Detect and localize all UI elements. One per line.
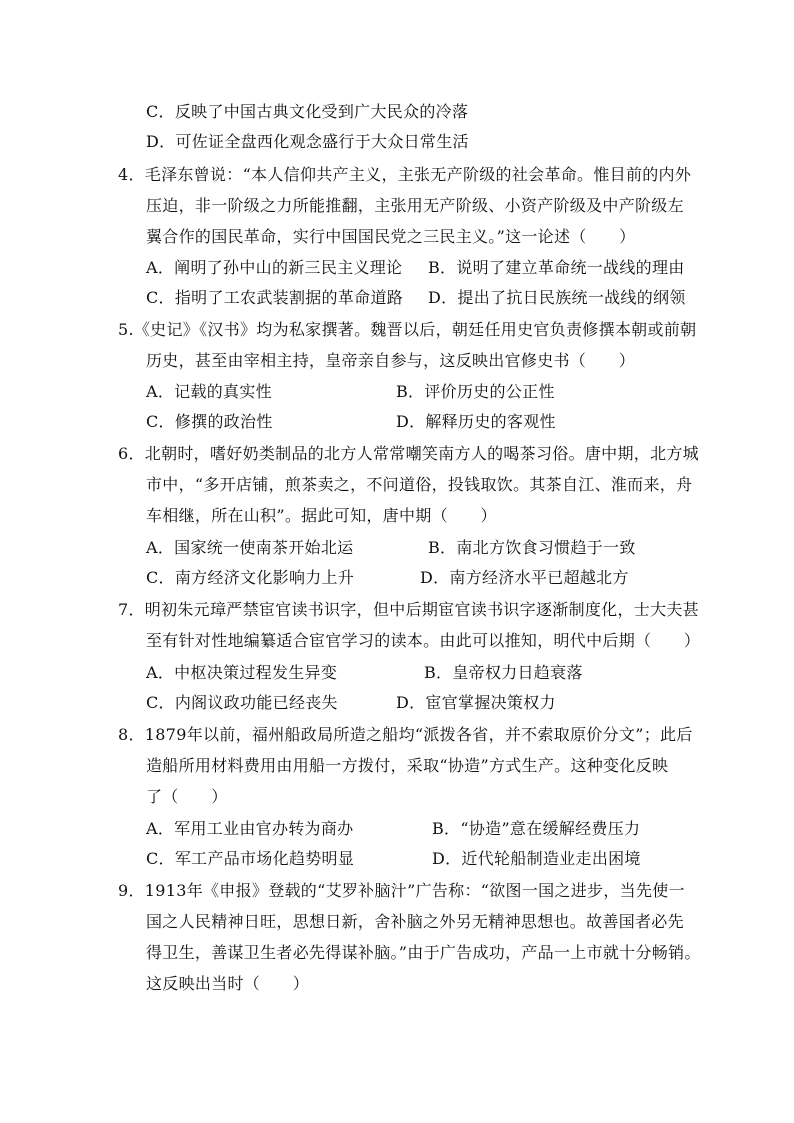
q5-stem-line-2: 历史，甚至由宰相主持，皇帝亲自参与，这反映出官修史书（ ） bbox=[146, 351, 636, 370]
q4-option-a: A．阐明了孙中山的新三民主义理论 bbox=[146, 258, 403, 277]
q7-option-b: B．皇帝权力日趋衰落 bbox=[424, 663, 583, 682]
q8-option-d: D．近代轮船制造业走出困境 bbox=[432, 849, 641, 868]
q6-stem-line-2: 市中，“多开店铺，煎茶卖之，不问道俗，投钱取饮。其茶自江、淮而来，舟 bbox=[146, 475, 693, 494]
q6-stem-line-3: 车相继，所在山积”。据此可知，唐中期（ ） bbox=[146, 506, 497, 525]
q8-option-b: B．“协造”意在缓解经费压力 bbox=[432, 819, 641, 838]
q3-option-c: C．反映了中国古典文化受到广大民众的冷落 bbox=[146, 102, 469, 121]
q4-stem-line-1: 4．毛泽东曾说：“本人信仰共产主义，主张无产阶级的社会革命。惟目前的内外 bbox=[118, 165, 692, 184]
q6-option-c: C．南方经济文化影响力上升 bbox=[146, 568, 355, 587]
q5-option-a: A．记载的真实性 bbox=[146, 382, 272, 401]
q6-stem-line-1: 6．北朝时，嗜好奶类制品的北方人常常嘲笑南方人的喝茶习俗。唐中期，北方城 bbox=[118, 444, 699, 463]
q4-stem-line-2: 压迫，非一阶级之力所能推翻，主张用无产阶级、小资产阶级及中产阶级左 bbox=[146, 196, 684, 215]
q4-option-b: B．说明了建立革命统一战线的理由 bbox=[428, 258, 685, 277]
q4-stem-line-3: 翼合作的国民革命，实行中国国民党之三民主义。”这一论述（ ） bbox=[146, 227, 636, 246]
q7-stem-line-2: 至有针对性地编纂适合宦官学习的读本。由此可以推知，明代中后期（ ） bbox=[146, 631, 701, 650]
q5-option-b: B．评价历史的公正性 bbox=[396, 382, 555, 401]
q6-option-d: D．南方经济水平已超越北方 bbox=[420, 568, 629, 587]
q6-option-a: A．国家统一使南茶开始北运 bbox=[146, 538, 354, 557]
q7-option-a: A．中枢决策过程发生异变 bbox=[146, 663, 338, 682]
q6-option-b: B．南北方饮食习惯趋于一致 bbox=[428, 538, 636, 557]
q7-option-c: C．内阁议政功能已经丧失 bbox=[146, 693, 338, 712]
q3-option-d: D．可佐证全盘西化观念盛行于大众日常生活 bbox=[146, 132, 469, 151]
q8-option-a: A．军用工业由官办转为商办 bbox=[146, 819, 354, 838]
q9-stem-line-2: 国之人民精神日旺，思想日新，舍补脑之外另无精神思想也。故善国者必先 bbox=[146, 912, 684, 931]
q5-stem-line-1: 5.《史记》《汉书》均为私家撰著。魏晋以后，朝廷任用史官负责修撰本朝或前朝 bbox=[118, 320, 697, 339]
q8-stem-line-2: 造船所用材料费用由用船一方拨付，采取“协造”方式生产。这种变化反映 bbox=[146, 756, 669, 775]
q7-option-d: D．宦官掌握决策权力 bbox=[396, 693, 556, 712]
q8-stem-line-1: 8．1879年以前，福州船政局所造之船均“派拨各省，并不索取原价分文”；此后 bbox=[118, 725, 693, 744]
q7-stem-line-1: 7．明初朱元璋严禁宦官读书识字，但中后期宦官读书识字逐渐制度化，士大夫甚 bbox=[118, 600, 699, 619]
q4-option-c: C．指明了工农武装割据的革命道路 bbox=[146, 288, 404, 307]
q8-stem-line-3: 了（ ） bbox=[146, 787, 228, 806]
q5-option-d: D．解释历史的客观性 bbox=[396, 412, 556, 431]
q5-option-c: C．修撰的政治性 bbox=[146, 412, 273, 431]
q9-stem-line-1: 9．1913年《申报》登载的“艾罗补脑汁”广告称：“欲图一国之进步，当先使一 bbox=[118, 881, 685, 900]
q9-stem-line-3: 得卫生，善谋卫生者必先得谋补脑。”由于广告成功，产品一上市就十分畅销。 bbox=[146, 943, 701, 962]
q8-option-c: C．军工产品市场化趋势明显 bbox=[146, 849, 355, 868]
q9-stem-line-4: 这反映出当时（ ） bbox=[146, 974, 310, 993]
q4-option-d: D．提出了抗日民族统一战线的纲领 bbox=[428, 288, 686, 307]
